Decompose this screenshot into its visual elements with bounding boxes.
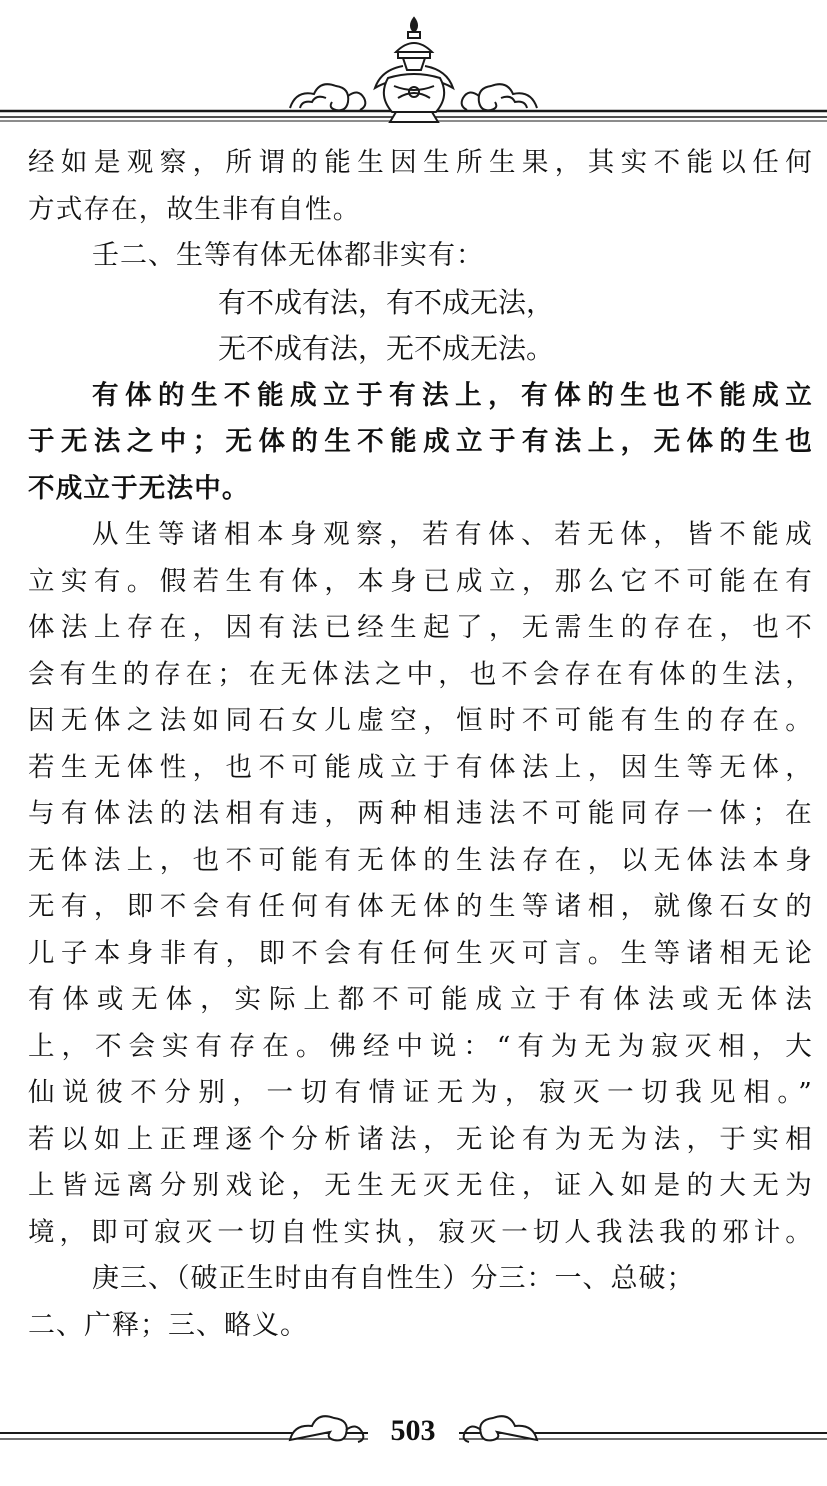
treasure-vase-ornament-header <box>0 0 827 140</box>
text-line: 上皆远离分别戏论，无生无灭无住，证入如是的大无为 <box>28 1170 813 1201</box>
cloud-scroll-right-icon <box>462 84 537 110</box>
cloud-scroll-right-icon <box>464 1416 537 1442</box>
text-line: 无体法上，也不可能有无体的生法存在，以无体法本身 <box>28 844 813 876</box>
text-line: 若生无体性，也不可能成立于有体法上，因生等无体， <box>28 751 813 783</box>
page-number: 503 <box>390 1414 436 1447</box>
text-line: 儿子本身非有，即不会有任何生灭可言。生等诸相无论 <box>28 937 813 969</box>
verse-line: 无不成有法，无不成无法。 <box>218 332 555 365</box>
text-line: 境，即可寂灭一切自性实执，寂灭一切人我法我的邪计。 <box>28 1216 813 1248</box>
verse-line: 有不成有法，有不成无法， <box>218 285 555 319</box>
section-heading: 壬二、生等有体无体都非实有： <box>92 240 484 271</box>
text-line: 若以如上正理逐个分析诸法，无论有为无为法，于实相 <box>28 1123 813 1155</box>
text-line: 会有生的存在；在无体法之中，也不会存在有体的生法， <box>28 658 813 690</box>
text-line: 有体或无体，实际上都不可能成立于有体法或无体法 <box>28 984 813 1015</box>
text-line: 无有，即不会有任何有体无体的生等诸相，就像石女的 <box>28 891 813 922</box>
text-line: 仙说彼不分别，一切有情证无为，寂灭一切我见相。” <box>28 1077 813 1108</box>
commentary-line: 有体的生不能成立于有法上，有体的生也不能成立 <box>92 379 813 411</box>
text-line: 经如是观察，所谓的能生因生所生果，其实不能以任何 <box>28 147 813 178</box>
commentary-line: 于无法之中；无体的生不能成立于有法上，无体的生也 <box>28 426 813 457</box>
text-line: 立实有。假若生有体，本身已成立，那么它不可能在有 <box>28 565 813 597</box>
text-line: 因无体之法如同石女儿虚空，恒时不可能有生的存在。 <box>28 705 813 736</box>
vase-icon <box>375 18 453 122</box>
text-line: 上，不会实有存在。佛经中说：“有为无为寂灭相，大 <box>28 1030 813 1062</box>
cloud-scroll-left-icon <box>290 84 365 110</box>
section-heading: 二、广释；三、略义。 <box>28 1309 308 1341</box>
text-line: 与有体法的法相有违，两种相违法不可能同存一体；在 <box>28 798 813 829</box>
section-heading: 庚三、（破正生时由有自性生）分三：一、总破； <box>92 1263 695 1294</box>
text-line: 方式存在，故生非有自性。 <box>28 193 361 225</box>
text-line: 体法上存在，因有法已经生起了，无需生的存在，也不 <box>28 612 813 643</box>
body-text <box>28 140 813 1349</box>
text-line: 从生等诸相本身观察，若有体、若无体，皆不能成 <box>92 519 813 550</box>
cloud-scroll-left-icon <box>290 1416 363 1442</box>
commentary-line: 不成立于无法中。 <box>28 472 250 504</box>
